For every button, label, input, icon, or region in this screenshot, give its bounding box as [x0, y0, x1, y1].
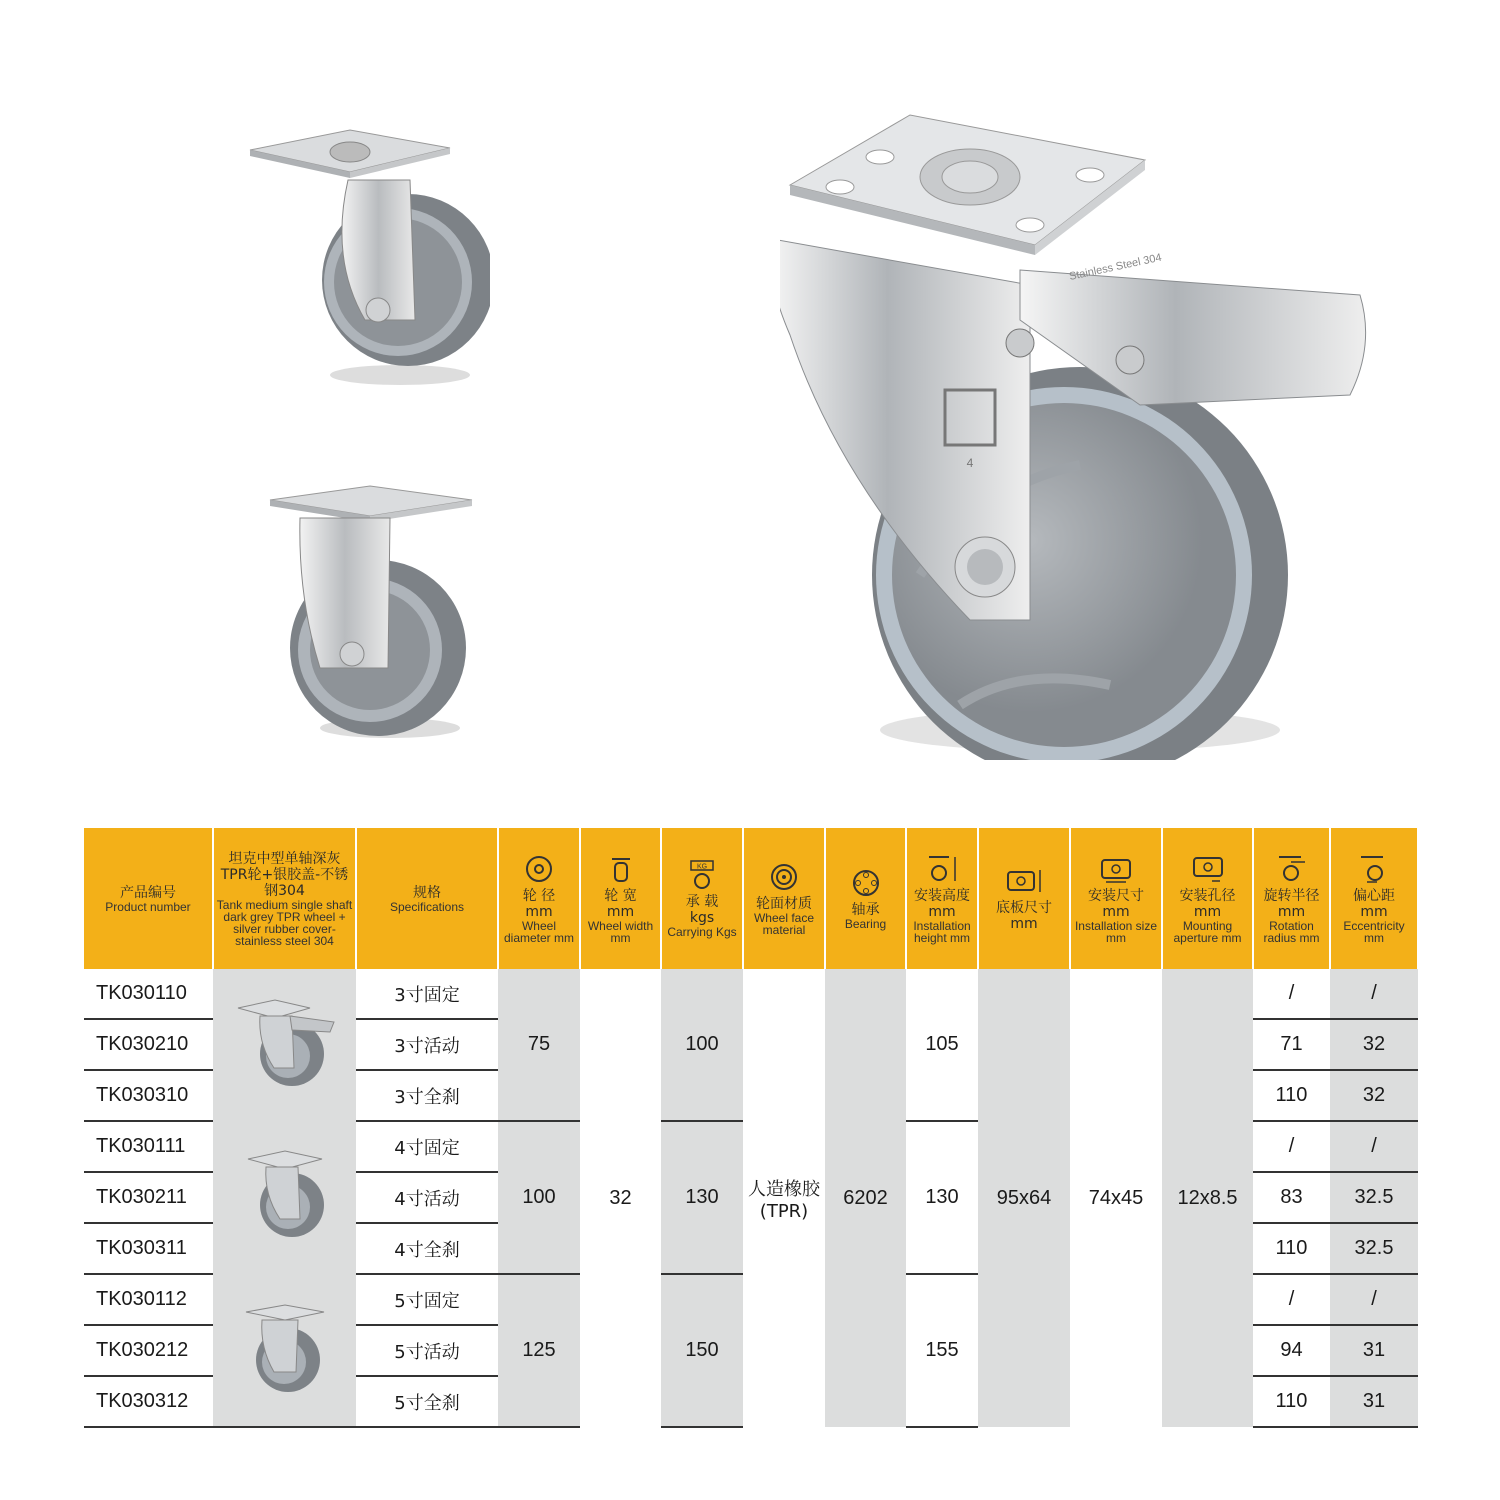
spec-cell: 3寸固定 — [356, 969, 498, 1019]
fixed-caster-thumbnail — [240, 1300, 330, 1395]
header-wheel-face-material: 轮面材质 Wheel face material — [743, 828, 825, 969]
header-product-number: 产品编号 Product number — [84, 828, 213, 969]
rotation-radius-cell: / — [1253, 1274, 1330, 1325]
eccentricity-cell: / — [1330, 969, 1418, 1019]
rotation-radius-cell: 110 — [1253, 1223, 1330, 1274]
header-installation-size: 安装尺寸 mm Installation size mm — [1070, 828, 1162, 969]
product-number-cell: TK030211 — [84, 1172, 213, 1223]
rotation-radius-icon — [1275, 854, 1309, 884]
carrying-cell: 100 — [661, 969, 743, 1121]
svg-text:4: 4 — [966, 456, 974, 470]
eccentricity-cell: 31 — [1330, 1376, 1418, 1427]
swivel-caster-photo-small — [230, 120, 490, 400]
mounting-hole-icon — [1188, 854, 1228, 884]
product-number-cell: TK030210 — [84, 1019, 213, 1070]
spec-cell: 5寸全刹 — [356, 1376, 498, 1427]
eccentricity-cell: / — [1330, 1274, 1418, 1325]
brake-caster-thumbnail — [230, 994, 340, 1089]
eccentricity-cell: 32.5 — [1330, 1223, 1418, 1274]
thumbnail-cell-3in — [213, 969, 356, 1121]
header-installation-height: 安装高度 mm Installation height mm — [906, 828, 978, 969]
spec-cell: 4寸固定 — [356, 1121, 498, 1172]
header-wheel-diameter: 轮 径 mm Wheel diameter mm — [498, 828, 580, 969]
wheel-material-icon — [769, 862, 799, 892]
install-size-cell: 74x45 — [1070, 969, 1162, 1427]
install-height-cell: 155 — [906, 1274, 978, 1427]
product-number-cell: TK030311 — [84, 1223, 213, 1274]
product-number-cell: TK030310 — [84, 1070, 213, 1121]
thumbnail-cell-5in — [213, 1274, 356, 1427]
spec-cell: 5寸活动 — [356, 1325, 498, 1376]
bearing-icon — [851, 868, 881, 898]
rotation-radius-cell: 94 — [1253, 1325, 1330, 1376]
install-size-icon — [1096, 854, 1136, 884]
header-mounting-aperture: 安装孔径 mm Mounting aperture mm — [1162, 828, 1253, 969]
wheel-diameter-cell: 100 — [498, 1121, 580, 1274]
header-carrying: KG 承 载 kgs Carrying Kgs — [661, 828, 743, 969]
table-row — [84, 969, 1418, 1019]
rotation-radius-cell: 83 — [1253, 1172, 1330, 1223]
header-specifications: 规格 Specifications — [356, 828, 498, 969]
rotation-radius-cell: 110 — [1253, 1376, 1330, 1427]
spec-cell: 5寸固定 — [356, 1274, 498, 1325]
floor-plate-icon — [1004, 866, 1044, 896]
rotation-radius-cell: / — [1253, 1121, 1330, 1172]
product-number-cell: TK030111 — [84, 1121, 213, 1172]
thumbnail-cell-4in — [213, 1121, 356, 1274]
spec-cell: 4寸全刹 — [356, 1223, 498, 1274]
install-height-icon — [925, 854, 959, 884]
fixed-caster-photo-small — [260, 478, 490, 748]
material-cell — [743, 969, 825, 1427]
carrying-cell: 130 — [661, 1121, 743, 1274]
swivel-caster-thumbnail — [240, 1147, 330, 1242]
wheel-diameter-cell: 125 — [498, 1274, 580, 1427]
product-number-cell: TK030312 — [84, 1376, 213, 1427]
eccentricity-cell: 31 — [1330, 1325, 1418, 1376]
eccentricity-icon — [1357, 854, 1391, 884]
header-floor-size: 底板尺寸 mm — [978, 828, 1070, 969]
rotation-radius-cell: 110 — [1253, 1070, 1330, 1121]
wheel-diameter-icon — [524, 854, 554, 884]
eccentricity-cell: 32.5 — [1330, 1172, 1418, 1223]
material-zh: 人造橡胶 — [748, 1178, 820, 1200]
product-number-cell: TK030110 — [84, 969, 213, 1019]
wheel-width-icon — [606, 854, 636, 884]
load-weight-icon — [685, 860, 719, 890]
install-height-cell: 130 — [906, 1121, 978, 1274]
eccentricity-cell: 32 — [1330, 1019, 1418, 1070]
product-number-cell: TK030212 — [84, 1325, 213, 1376]
svg-text:KG: KG — [696, 863, 708, 870]
spec-cell: 3寸全刹 — [356, 1070, 498, 1121]
carrying-cell: 150 — [661, 1274, 743, 1427]
header-rotation-radius: 旋转半径 mm Rotation radius mm — [1253, 828, 1330, 969]
rotation-radius-cell: 71 — [1253, 1019, 1330, 1070]
spec-cell: 3寸活动 — [356, 1019, 498, 1070]
floor-size-cell: 95x64 — [978, 969, 1070, 1427]
header-wheel-width: 轮 宽 mm Wheel width mm — [580, 828, 661, 969]
wheel-diameter-cell: 75 — [498, 969, 580, 1121]
svg-text:Stainless Steel 304: Stainless Steel 304 — [1068, 251, 1163, 283]
eccentricity-cell: 32 — [1330, 1070, 1418, 1121]
header-eccentricity: 偏心距 mm Eccentricity mm — [1330, 828, 1418, 969]
spec-table — [84, 828, 1419, 1428]
rotation-radius-cell: / — [1253, 969, 1330, 1019]
aperture-cell: 12x8.5 — [1162, 969, 1253, 1427]
table-header-row — [84, 828, 1418, 969]
material-en: (TPR) — [759, 1200, 809, 1222]
spec-cell: 4寸活动 — [356, 1172, 498, 1223]
install-height-cell: 105 — [906, 969, 978, 1121]
header-bearing: 轴承 Bearing — [825, 828, 906, 969]
header-series: 坦克中型单轴深灰TPR轮+银胶盖-不锈钢304 Tank medium single shaft dark grey TPR wheel + silver rubber cover-stainless steel 304 — [213, 828, 356, 969]
eccentricity-cell: / — [1330, 1121, 1418, 1172]
brake-caster-photo-large — [780, 105, 1380, 760]
wheel-width-cell: 32 — [580, 969, 661, 1427]
bearing-cell: 6202 — [825, 969, 906, 1427]
product-number-cell: TK030112 — [84, 1274, 213, 1325]
